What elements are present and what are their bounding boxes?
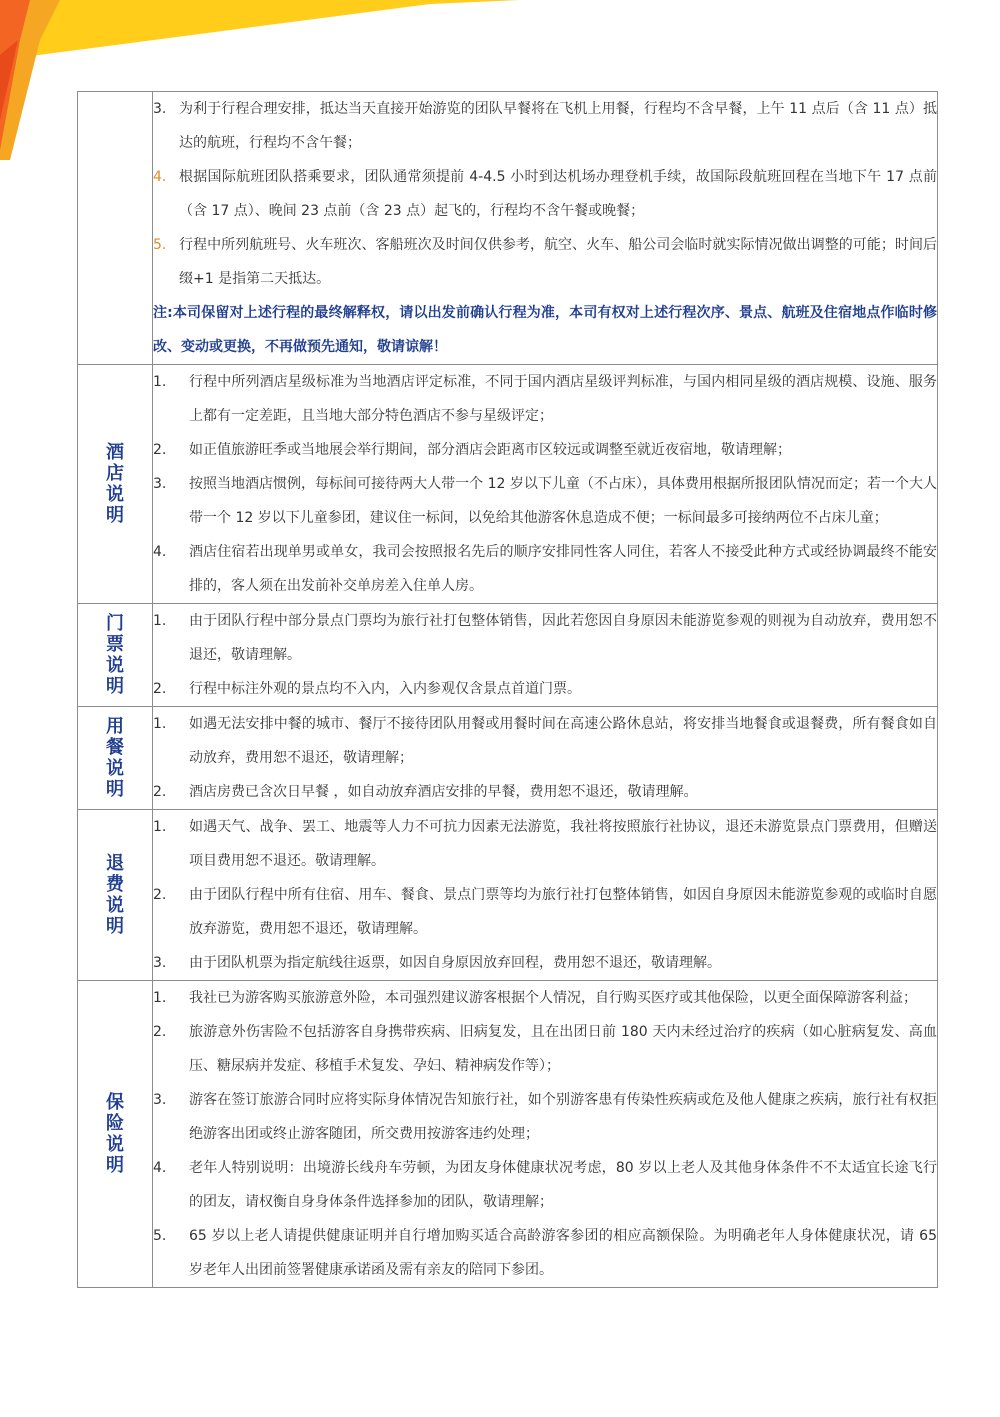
list-item bbox=[153, 365, 937, 433]
item-text: 我社已为游客购买旅游意外险，本司强烈建议游客根据个人情况，自行购买医疗或其他保险，以更全面保障游客利益； bbox=[189, 990, 917, 1006]
item-number: 4. bbox=[153, 1160, 167, 1176]
item-number: 3. bbox=[153, 1092, 167, 1108]
list-item bbox=[153, 981, 937, 1015]
item-text: 酒店住宿若出现单男或单女，我司会按照报名先后的顺序安排同性客人同住，若客人不接受此种方式或经协调最终不能安排的，客人须在出发前补交单房差入住单人房。 bbox=[189, 544, 937, 594]
section-label-cell bbox=[78, 92, 153, 365]
section-meals bbox=[78, 707, 938, 810]
item-text: 游客在签订旅游合同时应将实际身体情况告知旅行社，如个别游客患有传染性疾病或危及他人健康之疾病，旅行社有权拒绝游客出团或终止游客随团，所交费用按游客违约处理； bbox=[189, 1092, 937, 1142]
list-item bbox=[153, 604, 937, 672]
item-number: 1. bbox=[153, 990, 167, 1006]
section-label: 用餐说明 bbox=[106, 716, 124, 800]
disclaimer-note: 注:本司保留对上述行程的最终解释权，请以出发前确认行程为准，本司有权对上述行程次序、景点、航班及住宿地点作临时修改、变动或更换，不再做预先通知，敬请谅解！ bbox=[153, 305, 937, 355]
item-text: 旅游意外伤害险不包括游客自身携带疾病、旧病复发，且在出团日前 180 天内未经过治疗的疾病（如心脏病复发、高血压、糖尿病并发症、移植手术复发、孕妇、精神病发作等）； bbox=[189, 1024, 937, 1074]
section-label: 酒店说明 bbox=[106, 442, 124, 526]
section-hotel bbox=[78, 365, 938, 604]
item-number: 2. bbox=[153, 442, 167, 458]
section-label-cell bbox=[78, 981, 153, 1288]
item-number: 4. bbox=[153, 169, 167, 185]
list-item bbox=[153, 1219, 937, 1287]
list-item bbox=[153, 1151, 937, 1219]
list-item bbox=[153, 228, 937, 296]
item-number: 1. bbox=[153, 613, 167, 629]
item-text: 行程中所列航班号、火车班次、客船班次及时间仅供参考，航空、火车、船公司会临时就实际情况做出调整的可能；时间后缀+1 是指第二天抵达。 bbox=[179, 237, 937, 287]
item-text: 行程中所列酒店星级标准为当地酒店评定标准，不同于国内酒店星级评判标准，与国内相同星级的酒店规模、设施、服务上都有一定差距，且当地大部分特色酒店不参与星级评定； bbox=[189, 374, 937, 424]
section-label: 保险说明 bbox=[106, 1092, 124, 1176]
item-number: 1. bbox=[153, 716, 167, 732]
list-item bbox=[153, 467, 937, 535]
item-number: 5. bbox=[153, 1228, 167, 1244]
item-text: 按照当地酒店惯例，每标间可接待两大人带一个 12 岁以下儿童（不占床），具体费用根据所报团队情况而定；若一个大人带一个 12 岁以下儿童参团，建议住一标间，以免给其他游客休息造成不便；一标间最多可接纳两位不占床儿童； bbox=[189, 476, 937, 526]
item-number: 1. bbox=[153, 374, 167, 390]
item-number: 1. bbox=[153, 819, 167, 835]
section-label-cell bbox=[78, 604, 153, 707]
section-label: 退费说明 bbox=[106, 853, 124, 937]
item-number: 3. bbox=[153, 101, 167, 117]
item-number: 4. bbox=[153, 544, 167, 560]
item-text: 根据国际航班团队搭乘要求，团队通常须提前 4-4.5 小时到达机场办理登机手续，故国际段航班回程在当地下午 17 点前（含 17 点）、晚间 23 点前（含 23 点）起飞的，行程均不含午餐或晚餐； bbox=[179, 169, 937, 219]
section-content bbox=[153, 810, 938, 981]
item-text: 酒店房费已含次日早餐 ，如自动放弃酒店安排的早餐，费用恕不退还，敬请理解。 bbox=[189, 784, 698, 800]
list-item bbox=[153, 92, 937, 160]
item-text: 如遇无法安排中餐的城市、餐厅不接待团队用餐或用餐时间在高速公路休息站，将安排当地餐食或退餐费，所有餐食如自动放弃，费用恕不退还，敬请理解； bbox=[189, 716, 937, 766]
item-number: 3. bbox=[153, 476, 167, 492]
section-label-cell bbox=[78, 810, 153, 981]
item-number: 3. bbox=[153, 955, 167, 971]
item-text: 由于团队行程中部分景点门票均为旅行社打包整体销售，因此若您因自身原因未能游览参观的则视为自动放弃，费用恕不退还，敬请理解。 bbox=[189, 613, 937, 663]
section-refund bbox=[78, 810, 938, 981]
item-text: 由于团队机票为指定航线往返票，如因自身原因放弃回程，费用恕不退还，敬请理解。 bbox=[189, 955, 721, 971]
item-number: 5. bbox=[153, 237, 167, 253]
list-item bbox=[153, 1083, 937, 1151]
section-content bbox=[153, 707, 938, 810]
item-number: 2. bbox=[153, 784, 167, 800]
list-item bbox=[153, 878, 937, 946]
item-text: 如遇天气、战争、罢工、地震等人力不可抗力因素无法游览，我社将按照旅行社协议，退还未游览景点门票费用，但赠送项目费用恕不退还。敬请理解。 bbox=[189, 819, 937, 869]
travel-notes-table bbox=[77, 91, 938, 1288]
item-text: 由于团队行程中所有住宿、用车、餐食、景点门票等均为旅行社打包整体销售，如因自身原因未能游览参观的或临时自愿放弃游览，费用恕不退还，敬请理解。 bbox=[189, 887, 937, 937]
item-text: 为利于行程合理安排，抵达当天直接开始游览的团队早餐将在飞机上用餐，行程均不含早餐，上午 11 点后（含 11 点）抵达的航班，行程均不含午餐； bbox=[179, 101, 937, 151]
section-content bbox=[153, 981, 938, 1288]
item-number: 2. bbox=[153, 681, 167, 697]
list-item bbox=[153, 160, 937, 228]
item-text: 老年人特别说明：出境游长线舟车劳顿，为团友身体健康状况考虑，80 岁以上老人及其他身体条件不不太适宜长途飞行的团友，请权衡自身身体条件选择参加的团队，敬请理解； bbox=[189, 1160, 937, 1210]
section-itinerary bbox=[78, 92, 938, 365]
section-content bbox=[153, 604, 938, 707]
list-item bbox=[153, 1015, 937, 1083]
list-item bbox=[153, 433, 937, 467]
section-tickets bbox=[78, 604, 938, 707]
item-text: 65 岁以上老人请提供健康证明并自行增加购买适合高龄游客参团的相应高额保险。为明确老年人身体健康状况，请 65 岁老年人出团前签署健康承诺函及需有亲友的陪同下参团。 bbox=[189, 1228, 937, 1278]
item-number: 2. bbox=[153, 1024, 167, 1040]
list-item bbox=[153, 810, 937, 878]
section-label-cell bbox=[78, 707, 153, 810]
section-label: 门票说明 bbox=[106, 613, 124, 697]
list-item bbox=[153, 775, 937, 809]
list-item bbox=[153, 535, 937, 603]
section-insurance bbox=[78, 981, 938, 1288]
item-text: 行程中标注外观的景点均不入内，入内参观仅含景点首道门票。 bbox=[189, 681, 581, 697]
list-item bbox=[153, 946, 937, 980]
section-content bbox=[153, 365, 938, 604]
item-text: 如正值旅游旺季或当地展会举行期间，部分酒店会距离市区较远或调整至就近夜宿地，敬请理解； bbox=[189, 442, 791, 458]
section-content bbox=[153, 92, 938, 365]
item-number: 2. bbox=[153, 887, 167, 903]
list-item bbox=[153, 707, 937, 775]
list-item bbox=[153, 672, 937, 706]
section-label-cell bbox=[78, 365, 153, 604]
